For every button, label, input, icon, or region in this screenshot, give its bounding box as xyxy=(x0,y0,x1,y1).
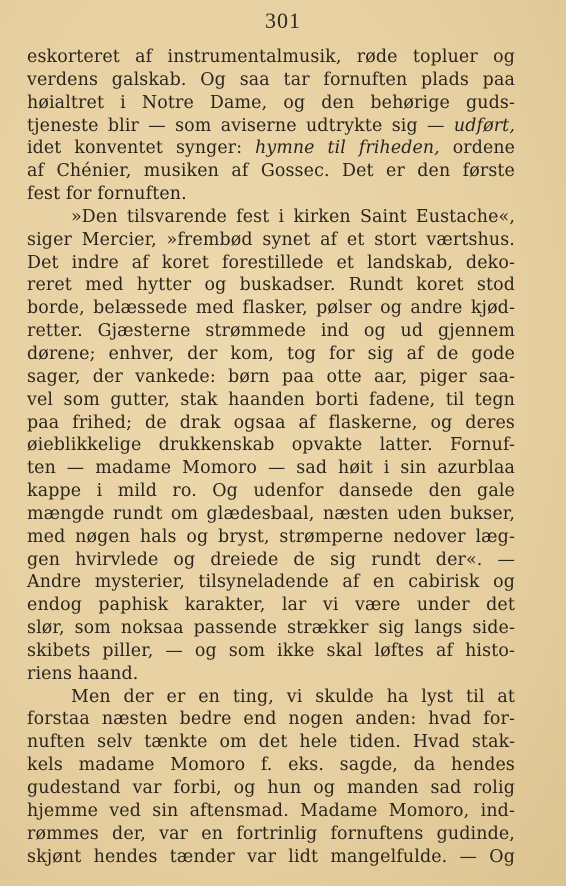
text-segment: gudestand var forbi, og hun og manden sad rolig xyxy=(27,778,515,798)
text-segment: dørene; enhver, der kom, tog for sig af de gode xyxy=(27,343,515,364)
text-segment: ordene xyxy=(439,138,516,159)
text-segment: hjemme ved sin aftensmad. Madame Momoro, ind- xyxy=(27,800,515,821)
text-segment: rømmes der, var en fortrinlig fornuftens gudinde, xyxy=(27,823,515,844)
text-segment: med nøgen hals og bryst, strømperne nedover læg- xyxy=(27,526,515,547)
text-segment: borde, belæssede med flasker, pølser og andre kjød- xyxy=(27,298,515,319)
text-line xyxy=(27,777,515,800)
text-line xyxy=(27,640,515,663)
text-segment: riens haand. xyxy=(27,663,139,684)
text-line xyxy=(27,206,515,229)
text-line xyxy=(27,229,515,252)
text-line xyxy=(27,320,515,343)
page-number: 301 xyxy=(265,8,301,33)
text-segment: mængde rundt om glædesbaal, næsten uden bukser, xyxy=(27,503,515,524)
text-segment: reret med hytter og buskadser. Rundt koret stod xyxy=(27,275,515,296)
text-line xyxy=(27,366,515,389)
text-line xyxy=(27,69,515,92)
text-line xyxy=(27,183,515,206)
text-line xyxy=(27,343,515,366)
text-line xyxy=(27,457,515,480)
text-segment: Men der er en ting, vi skulde ha lyst til at xyxy=(71,686,515,707)
text-line xyxy=(27,274,515,297)
text-segment: kappe i mild ro. Og udenfor dansede den gale xyxy=(27,481,515,502)
text-segment: høialtret i Notre Dame, og den behørige guds- xyxy=(27,92,515,113)
italic-segment: udført, xyxy=(453,115,515,136)
text-line xyxy=(27,800,515,823)
text-line xyxy=(27,617,515,640)
text-line xyxy=(27,46,515,69)
text-segment: eskorteret af instrumentalmusik, røde topluer og xyxy=(27,47,515,67)
text-line xyxy=(27,526,515,549)
text-segment: siger Mercier, »frembød synet af et stort værtshus. xyxy=(27,229,515,250)
text-line xyxy=(27,663,515,686)
text-segment: kels madame Momoro f. eks. sagde, da hendes xyxy=(27,755,515,776)
italic-segment: hymne til friheden, xyxy=(255,138,440,159)
text-segment: idet konventet synger: xyxy=(27,138,256,159)
text-segment: gen hvirvlede og dreiede de sig rundt der«. — xyxy=(27,549,515,570)
text-line xyxy=(27,160,515,183)
text-segment: øieblikkelige drukkenskab opvakte latter. Fornuf- xyxy=(27,435,515,456)
text-segment: slør, som noksaa passende strækker sig langs side- xyxy=(27,618,515,639)
text-segment: forstaa næsten bedre end nogen anden: hvad for- xyxy=(27,709,515,730)
text-segment: Andre mysterier, tilsyneladende af en cabirisk og xyxy=(27,572,515,593)
text-line xyxy=(27,708,515,731)
text-segment: verdens galskab. Og saa tar fornuften plads paa xyxy=(27,69,515,90)
text-segment: af Chénier, musiken af Gossec. Det er den første xyxy=(27,161,515,182)
text-line xyxy=(27,389,515,412)
text-line xyxy=(27,252,515,275)
body-text xyxy=(27,46,515,868)
text-line xyxy=(27,297,515,320)
text-segment: endog paphisk karakter, lar vi være under det xyxy=(27,595,515,616)
text-line xyxy=(27,480,515,503)
text-line xyxy=(27,571,515,594)
text-segment: skibets piller, — og som ikke skal løftes af histo- xyxy=(27,640,515,661)
text-segment: sager, der vankede: børn paa otte aar, piger saa- xyxy=(27,366,515,387)
text-segment: fest for fornuften. xyxy=(27,184,187,205)
text-segment: ten — madame Momoro — sad høit i sin azurblaa xyxy=(27,458,515,479)
text-segment: retter. Gjæsterne strømmede ind og ud gjennem xyxy=(27,321,515,342)
text-segment: »Den tilsvarende fest i kirken Saint Eustache«, xyxy=(71,206,515,227)
text-line xyxy=(27,137,515,160)
text-line xyxy=(27,754,515,777)
text-segment: paa frihed; de drak ogsaa af flaskerne, og deres xyxy=(27,412,515,433)
text-line xyxy=(27,92,515,115)
text-segment: vel som gutter, stak haanden borti fadene, til tegn xyxy=(27,389,515,410)
text-line xyxy=(27,412,515,435)
text-line xyxy=(27,115,515,138)
text-segment: tjeneste blir — som aviserne udtrykte sig — xyxy=(27,115,454,136)
text-line xyxy=(27,823,515,846)
text-line xyxy=(27,686,515,709)
text-line xyxy=(27,434,515,457)
text-segment: nuften selv tænkte om det hele tiden. Hvad stak- xyxy=(27,732,515,753)
text-segment: Det indre af koret forestillede et landskab, deko- xyxy=(27,252,515,273)
text-segment: skjønt hendes tænder var lidt mangelfulde. — Og xyxy=(27,846,515,867)
text-line xyxy=(27,503,515,526)
text-line xyxy=(27,846,515,869)
text-line xyxy=(27,594,515,617)
text-line xyxy=(27,731,515,754)
text-line xyxy=(27,549,515,572)
